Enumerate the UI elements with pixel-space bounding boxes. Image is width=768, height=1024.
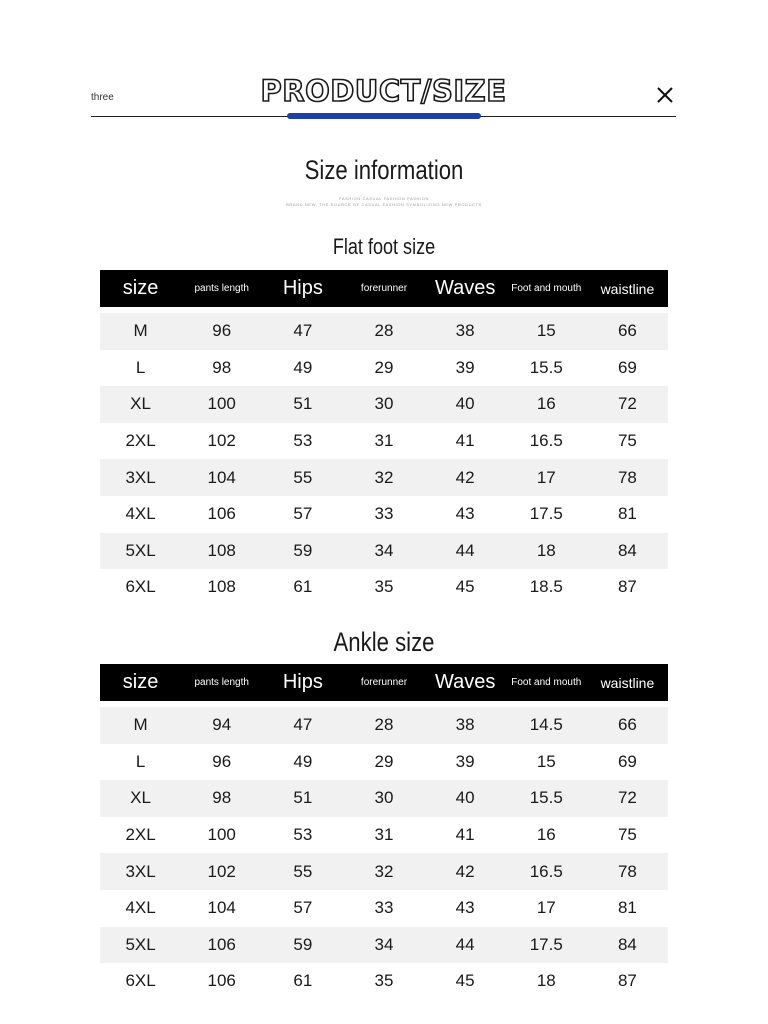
column-header-waves: Waves [425, 664, 506, 701]
table-cell: 87 [587, 963, 668, 1000]
header-left-label: three [91, 92, 114, 103]
table-row [100, 496, 668, 533]
table-cell: 16.5 [506, 423, 587, 460]
table-cell: 30 [343, 386, 424, 423]
table-cell: 72 [587, 386, 668, 423]
table-cell: 40 [425, 780, 506, 817]
page-header [91, 70, 676, 122]
table-cell: 4XL [100, 496, 181, 533]
table-row [100, 817, 668, 854]
table-cell: 55 [262, 853, 343, 890]
table-cell: 42 [425, 853, 506, 890]
table-row [100, 927, 668, 964]
column-header-waistline: waistline [587, 270, 668, 307]
header-accent-bar [287, 113, 481, 119]
table-cell: L [100, 744, 181, 781]
table-cell: 15.5 [506, 780, 587, 817]
table-cell: 43 [425, 496, 506, 533]
table-cell: 51 [262, 780, 343, 817]
table-row [100, 707, 668, 744]
table-cell: 32 [343, 459, 424, 496]
table-row [100, 350, 668, 387]
table-row [100, 780, 668, 817]
table-cell: 100 [181, 817, 262, 854]
table-cell: 47 [262, 313, 343, 350]
table-cell: M [100, 313, 181, 350]
table-cell: 18.5 [506, 569, 587, 606]
size-information-subtitle-1: FASHION CASUAL FASHION FASHION [339, 196, 429, 201]
column-header-forerunner: forerunner [343, 270, 424, 307]
table-cell: 45 [425, 963, 506, 1000]
table-cell: 84 [587, 927, 668, 964]
table-cell: 34 [343, 927, 424, 964]
table-cell: XL [100, 386, 181, 423]
table-cell: 3XL [100, 853, 181, 890]
flat-foot-title: Flat foot size [332, 234, 436, 259]
table-cell: 28 [343, 313, 424, 350]
column-header-waistline: waistline [587, 664, 668, 701]
table-cell: 18 [506, 963, 587, 1000]
page-title: PRODUCT/SIZE [260, 74, 507, 108]
table-cell: 41 [425, 423, 506, 460]
table-cell: 69 [587, 744, 668, 781]
column-header-hips: Hips [262, 270, 343, 307]
table-cell: 6XL [100, 569, 181, 606]
table-cell: 45 [425, 569, 506, 606]
column-header-waves: Waves [425, 270, 506, 307]
table-cell: 106 [181, 496, 262, 533]
table-cell: 16 [506, 817, 587, 854]
table-cell: 15 [506, 744, 587, 781]
table-cell: 78 [587, 853, 668, 890]
table-cell: 102 [181, 423, 262, 460]
table-cell: L [100, 350, 181, 387]
table-cell: 39 [425, 350, 506, 387]
table-cell: 81 [587, 890, 668, 927]
table-cell: 59 [262, 533, 343, 570]
table-header-row [100, 664, 668, 701]
table-cell: 15 [506, 313, 587, 350]
table-cell: 75 [587, 423, 668, 460]
table-cell: 18 [506, 533, 587, 570]
table-cell: 72 [587, 780, 668, 817]
table-cell: 57 [262, 890, 343, 927]
table-cell: 34 [343, 533, 424, 570]
size-information-subtitle-2: BRAND NEW, THE SOURCE OF CASUAL FASHION SYMBOLIZING NEW PRODUCTS [286, 202, 482, 207]
table-header-row [100, 270, 668, 307]
table-cell: 35 [343, 963, 424, 1000]
table-cell: 75 [587, 817, 668, 854]
table-cell: 17.5 [506, 927, 587, 964]
table-row [100, 569, 668, 606]
column-header-forerunner: forerunner [343, 664, 424, 701]
table-cell: 43 [425, 890, 506, 927]
close-icon[interactable] [654, 84, 676, 106]
table-row [100, 533, 668, 570]
table-cell: 5XL [100, 533, 181, 570]
table-cell: 30 [343, 780, 424, 817]
table-row [100, 963, 668, 1000]
table-cell: 53 [262, 817, 343, 854]
table-cell: 66 [587, 313, 668, 350]
table-cell: 31 [343, 423, 424, 460]
table-cell: 39 [425, 744, 506, 781]
table-cell: 94 [181, 707, 262, 744]
table-cell: 17 [506, 459, 587, 496]
table-cell: 98 [181, 780, 262, 817]
size-information-title: Size information [304, 155, 464, 185]
table-cell: 16.5 [506, 853, 587, 890]
table-cell: 15.5 [506, 350, 587, 387]
table-cell: 29 [343, 744, 424, 781]
column-header-pants-length: pants length [181, 664, 262, 701]
column-header-size: size [100, 270, 181, 307]
table-cell: 44 [425, 927, 506, 964]
table-cell: 96 [181, 744, 262, 781]
table-cell: 61 [262, 963, 343, 1000]
table-cell: 28 [343, 707, 424, 744]
table-cell: 41 [425, 817, 506, 854]
table-cell: 57 [262, 496, 343, 533]
table-cell: 104 [181, 459, 262, 496]
column-header-hips: Hips [262, 664, 343, 701]
table-cell: 55 [262, 459, 343, 496]
column-header-size: size [100, 664, 181, 701]
ankle-size-title: Ankle size [333, 627, 435, 657]
table-cell: 40 [425, 386, 506, 423]
table-cell: XL [100, 780, 181, 817]
table-cell: 44 [425, 533, 506, 570]
table-cell: M [100, 707, 181, 744]
table-cell: 53 [262, 423, 343, 460]
table-cell: 33 [343, 890, 424, 927]
table-cell: 61 [262, 569, 343, 606]
table-cell: 69 [587, 350, 668, 387]
table-cell: 6XL [100, 963, 181, 1000]
table-cell: 17.5 [506, 496, 587, 533]
table-cell: 33 [343, 496, 424, 533]
table-cell: 78 [587, 459, 668, 496]
table-cell: 17 [506, 890, 587, 927]
table-cell: 106 [181, 963, 262, 1000]
table-cell: 51 [262, 386, 343, 423]
table-cell: 35 [343, 569, 424, 606]
table-cell: 98 [181, 350, 262, 387]
table-cell: 38 [425, 707, 506, 744]
table-cell: 29 [343, 350, 424, 387]
column-header-foot-and-mouth: Foot and mouth [506, 664, 587, 701]
column-header-foot-and-mouth: Foot and mouth [506, 270, 587, 307]
table-cell: 87 [587, 569, 668, 606]
table-cell: 96 [181, 313, 262, 350]
table-cell: 66 [587, 707, 668, 744]
table-cell: 32 [343, 853, 424, 890]
table-cell: 42 [425, 459, 506, 496]
table-row [100, 459, 668, 496]
table-cell: 108 [181, 533, 262, 570]
table-cell: 108 [181, 569, 262, 606]
flat-foot-size-table [100, 270, 668, 606]
table-cell: 5XL [100, 927, 181, 964]
table-row [100, 744, 668, 781]
table-cell: 102 [181, 853, 262, 890]
table-cell: 47 [262, 707, 343, 744]
table-cell: 38 [425, 313, 506, 350]
table-cell: 59 [262, 927, 343, 964]
table-cell: 4XL [100, 890, 181, 927]
table-cell: 49 [262, 350, 343, 387]
ankle-size-table [100, 664, 668, 1000]
column-header-pants-length: pants length [181, 270, 262, 307]
table-row [100, 853, 668, 890]
table-cell: 100 [181, 386, 262, 423]
table-row [100, 423, 668, 460]
table-cell: 104 [181, 890, 262, 927]
table-cell: 84 [587, 533, 668, 570]
table-cell: 81 [587, 496, 668, 533]
table-row [100, 890, 668, 927]
table-cell: 106 [181, 927, 262, 964]
table-row [100, 313, 668, 350]
table-cell: 14.5 [506, 707, 587, 744]
table-cell: 2XL [100, 817, 181, 854]
table-cell: 3XL [100, 459, 181, 496]
table-cell: 16 [506, 386, 587, 423]
table-row [100, 386, 668, 423]
table-cell: 2XL [100, 423, 181, 460]
table-cell: 31 [343, 817, 424, 854]
table-cell: 49 [262, 744, 343, 781]
